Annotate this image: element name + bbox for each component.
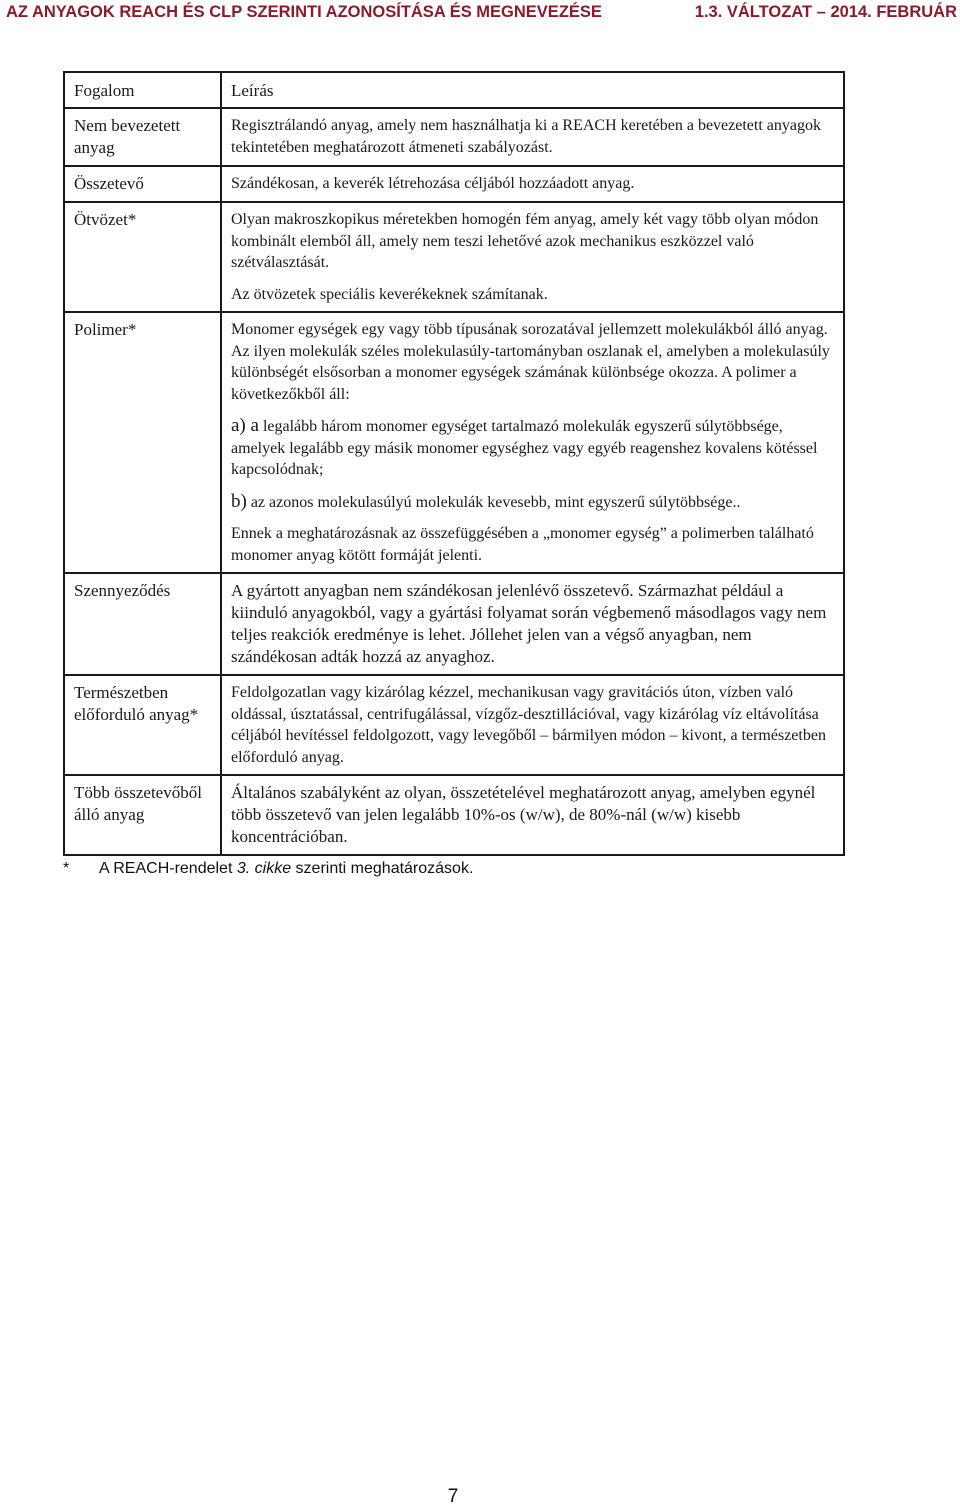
definitions-table [63,71,845,856]
description-cell [221,573,844,675]
description-cell [221,108,844,166]
table-row [64,312,844,573]
table-row [64,202,844,312]
description-paragraph: Szándékosan, a keverék létrehozása céljából hozzáadott anyag. [231,175,635,192]
description-paragraph: Általános szabályként az olyan, összetételével meghatározott anyag, amelyben egynél több összetevő van jelen legalább 10%-os (w/w), de 80%-nál (w/w) kisebb koncentrációban. [231,783,816,846]
description-paragraph: A gyártott anyagban nem szándékosan jelenlévő összetevő. Származhat például a kiinduló anyagokból, vagy a gyártási folyamat során végbemenő másodlagos vagy nem teljes reakciók eredménye is lehet. Jóllehet jelen van a végső anyagban, nem szándékosan adták hozzá az anyaghoz. [231,581,827,666]
description-paragraph: Feldolgozatlan vagy kizárólag kézzel, mechanikusan vagy gravitációs úton, vízben való oldással, úsztatással, centrifugálással, vízgőz-desztillációval, vagy kizárólag víz eltávolítása céljából hevítéssel feldolgozott, vagy levegőből – bármilyen módon – kivont, a természetben előforduló anyag. [231,684,826,766]
footnote-article-ref: 3. cikke [236,860,292,877]
description-paragraph: Olyan makroszkopikus méretekben homogén fém anyag, amely két vagy több olyan módon kombinált elemből áll, amely nem teszi lehetővé azok mechanikus eszközzel való szétválasztását. [231,211,819,271]
description-cell [221,312,844,573]
description-paragraph: Regisztrálandó anyag, amely nem használhatja ki a REACH keretében a bevezetett anyagok tekintetében meghatározott átmeneti szabályozást. [231,117,821,156]
table-header-row [64,72,844,108]
list-item-b [231,491,835,514]
term-cell: Több összetevőből álló anyag [64,775,221,855]
header-version: 1.3. VÁLTOZAT – 2014. FEBRUÁR [694,3,957,21]
description-closing: Ennek a meghatározásnak az összefüggésében a „monomer egység” a polimerben található monomer anyag kötött formáját jelenti. [231,525,814,564]
description-cell [221,675,844,775]
list-marker-b: b) [231,490,247,512]
list-marker-a: a) a [231,415,259,436]
term-cell: Ötvözet* [64,202,221,312]
running-header [0,0,960,26]
table-row [64,675,844,775]
table-row [64,108,844,166]
table-row [64,775,844,855]
term-cell: Összetevő [64,166,221,202]
list-text-b: az azonos molekulasúlyú molekulák kevesebb, mint egyszerű súlytöbbsége.. [250,493,741,511]
footnote-text-after: szerinti meghatározások. [291,860,474,877]
list-text-a: legalább három monomer egységet tartalmazó molekulák egyszerű súlytöbbsége, amelyek legalább egy másik monomer egységhez vagy egyéb reagenshez kovalens kötéssel kapcsolódnak; [231,418,818,478]
term-cell: Természetben előforduló anyag* [64,675,221,775]
term-cell: Szennyeződés [64,573,221,675]
page-number: 7 [447,1486,459,1507]
description-cell [221,202,844,312]
description-cell [221,775,844,855]
list-item-a [231,415,835,481]
term-cell: Nem bevezetett anyag [64,108,221,166]
description-paragraph: Az ötvözetek speciális keverékeknek számítanak. [231,285,548,303]
column-header-description: Leírás [221,72,844,108]
column-header-term: Fogalom [64,72,221,108]
description-cell [221,166,844,202]
header-title: AZ ANYAGOK REACH ÉS CLP SZERINTI AZONOSÍTÁSA ÉS MEGNEVEZÉSE [6,3,602,21]
footnote-text-before: A REACH-rendelet [99,860,237,877]
footnote-marker: * [63,860,70,877]
footnote [63,860,473,878]
table-row [64,573,844,675]
description-paragraph: Monomer egységek egy vagy több típusának sorozatával jellemzett molekulákból álló anyag. Az ilyen molekulák széles molekulasúly-tartományban oszlanak el, amelyben a molekulasúly különbségét elsősorban a monomer egységek számának különbsége okozza. A polimer a következőkből áll: [231,321,830,403]
term-cell: Polimer* [64,312,221,573]
table-row [64,166,844,202]
